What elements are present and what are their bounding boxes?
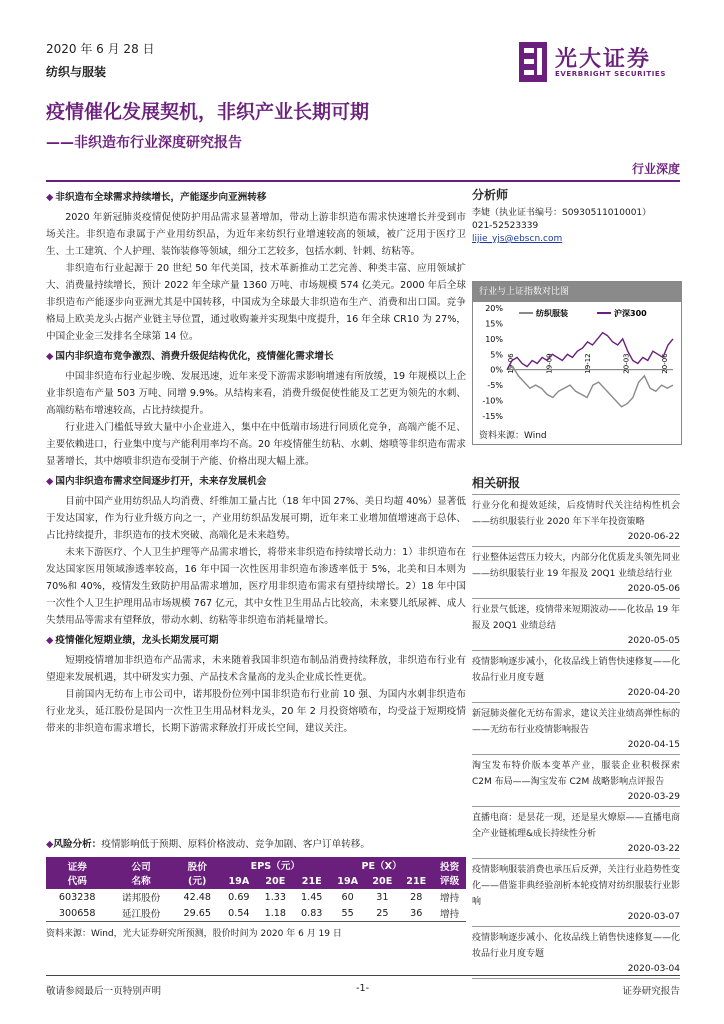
related-report-title: 行业分化和提效延续，后疫情时代关注结构性机会——纺织服装行业 2020 年下半年投资策略 bbox=[472, 501, 680, 527]
risk-analysis: ◆风险分析：疫情影响低于预期、原料价格波动、竞争加剧、客户订单转移。 bbox=[46, 839, 370, 850]
table-cell: 31 bbox=[376, 891, 389, 903]
diamond-bullet-icon: ◆ bbox=[46, 476, 54, 487]
main-content bbox=[46, 186, 466, 737]
table-cell: 0.83 bbox=[294, 905, 330, 922]
analyst-heading: 分析师 bbox=[472, 188, 509, 202]
y-tick-label: 15% bbox=[485, 319, 503, 329]
x-tick-label: 20-03 bbox=[622, 353, 631, 374]
x-tick-label: 19-12 bbox=[584, 353, 592, 374]
table-header-row bbox=[46, 857, 466, 873]
section-heading: ◆ 国内非织造布需求空间逐步打开，未来存发展机会 bbox=[46, 476, 267, 487]
analyst-info bbox=[472, 207, 680, 246]
table-header-cell: 公司 名称 bbox=[131, 862, 151, 887]
report-title: 疫情催化发展契机，非织产业长期可期 bbox=[46, 101, 370, 123]
analyst-phone: 021-52523339 bbox=[472, 221, 539, 231]
paragraph: 未来下游医疗、个人卫生护理等产品需求增长，将带来非织造布持续增长动力：1）非织造布在发达国家医用领域渗透率较高，16 年中国一次性医用非织造布渗透率低于 5%，北美和日本则为 70%和 40%，疫情发生致防护用品需求增加，医疗用非织造布需求有望持续增长。2）18 年中国一次性个人卫生护理用品市场规模 767 亿元，其中女性卫生用品占比较高，未来婴儿纸尿裤、成人失禁用品等需求有望释放，带动水刺、纺粘等非织造布消耗量增长。 bbox=[46, 547, 466, 626]
paragraph: 短期疫情增加非织造布产品需求，未来随着我国非织造布制品消费持续释放，非织造布行业有望迎来发展机遇，其中研发实力强、产品技术含量高的龙头企业成长性更优。 bbox=[46, 655, 466, 683]
table-header-cell: 投资 评级 bbox=[440, 862, 460, 887]
x-tick-label: 19-06 bbox=[507, 353, 515, 374]
table-cell: 42.48 bbox=[183, 891, 211, 903]
related-list bbox=[472, 494, 680, 979]
header-divider bbox=[46, 180, 680, 182]
related-report-date: 2020-06-22 bbox=[627, 532, 680, 542]
analyst-email-link[interactable]: lijie_yjs@ebscn.com bbox=[472, 234, 563, 244]
table-source-note: 资料来源：Wind，光大证券研究所预测，股价时间为 2020 年 6 月 19 日 bbox=[46, 929, 342, 939]
table-header-cell: 19A bbox=[228, 875, 250, 887]
table-header-cell: EPS（元） bbox=[250, 861, 300, 872]
chart-title: 行业与上证指数对比图 bbox=[473, 282, 681, 302]
table-header-cell: 20E bbox=[265, 875, 286, 887]
table-cell: 25 bbox=[365, 905, 399, 922]
logo-text-en: EVERBRIGHT SECURITIES bbox=[555, 70, 666, 78]
table-cell: 55 bbox=[330, 905, 365, 922]
diamond-bullet-icon: ◆ bbox=[46, 839, 54, 850]
related-report-title: 疫情影响逐步减小，化妆品线上销售快速修复——化妆品行业月度专题 bbox=[472, 657, 680, 683]
related-report-title: 新冠肺炎催化无纺布需求，建议关注业绩高弹性标的——无纺布行业疫情影响报告 bbox=[472, 709, 680, 735]
x-tick-label: 20-06 bbox=[661, 353, 669, 374]
paragraph: 非织造布行业起源于 20 世纪 50 年代美国，技术革新推动工艺完善、种类丰富、应用领域扩大、消费量持续增长，预计 2022 年全球产量 1360 万吨、市场规模 574 亿美元。2000 年后全球非织造布产能逐步向亚洲尤其是中国转移，中国成为全球最大非织造布生产、消费和出口国。竞争格局上欧美龙头占据产业链主导位置，通过收购兼并实现集中度提升，16 年全球 CR10 为 27%，中国企业金三发排名全球第 14 位。 bbox=[46, 263, 466, 342]
y-tick-label: 0% bbox=[490, 365, 503, 375]
related-report-date: 2020-05-05 bbox=[627, 636, 680, 646]
analyst-name: 李婕（执业证书编号：S0930511010001） bbox=[472, 208, 652, 218]
related-report-item[interactable] bbox=[472, 547, 680, 599]
table-cell: 延江股份 bbox=[108, 905, 173, 922]
related-report-date: 2020-05-06 bbox=[627, 584, 680, 594]
y-tick-label: -5% bbox=[487, 381, 503, 391]
related-report-item[interactable] bbox=[472, 755, 680, 807]
chart-plot bbox=[473, 302, 679, 424]
table-header-cell: 21E bbox=[406, 875, 427, 887]
legend-label: 纺织服装 bbox=[536, 309, 568, 318]
section-heading: ◆ 国内非织造布竞争激烈、消费升级促结构优化，疫情催化需求增长 bbox=[46, 351, 334, 362]
related-report-date: 2020-03-04 bbox=[627, 964, 680, 974]
related-report-item[interactable] bbox=[472, 927, 680, 979]
table-cell: 60 bbox=[341, 891, 354, 903]
analyst-block bbox=[472, 186, 680, 246]
related-report-date: 2020-04-20 bbox=[627, 688, 680, 698]
table-row bbox=[46, 905, 466, 922]
sector-name: 纺织与服装 bbox=[46, 65, 107, 79]
paragraph: 行业进入门槛低导致大量中小企业进入，集中在中低端市场进行同质化竞争，高端产能不足、主要依赖进口，行业集中度与产能利用率均不高。20 年疫情催生纺粘、水刺、熔喷等非织造布需求显著增长，其中熔喷非织造布受制于产能、价格出现大幅上涨。 bbox=[46, 422, 466, 467]
table-cell: 1.33 bbox=[264, 891, 286, 903]
index-comparison-chart bbox=[472, 281, 682, 445]
footer-disclaimer: 敬请参阅最后一页特别声明 bbox=[46, 986, 162, 997]
related-report-title: 疫情影响逐步减小、化妆品线上销售快速修复——化妆品行业月度专题 bbox=[472, 933, 680, 959]
table-cell: 1.18 bbox=[257, 905, 293, 922]
y-tick-label: 5% bbox=[490, 350, 503, 360]
forecast-table bbox=[46, 857, 466, 922]
footer-label: 证券研究报告 bbox=[622, 986, 680, 997]
y-tick-label: -15% bbox=[482, 412, 503, 421]
related-report-date: 2020-03-22 bbox=[627, 844, 680, 854]
table-cell: 增持 bbox=[440, 893, 460, 904]
table-cell: 36 bbox=[399, 905, 433, 922]
report-type-tag: 行业深度 bbox=[631, 162, 680, 176]
report-date: 2020 年 6 月 28 日 bbox=[46, 42, 155, 56]
related-report-item[interactable] bbox=[472, 651, 680, 703]
y-tick-label: 10% bbox=[485, 334, 503, 344]
diamond-bullet-icon: ◆ bbox=[46, 192, 54, 203]
table-header-cell: 股价 (元) bbox=[187, 862, 207, 887]
y-tick-label: 20% bbox=[485, 304, 503, 313]
legend-label: 沪深300 bbox=[614, 309, 647, 318]
related-heading: 相关研报 bbox=[472, 476, 521, 490]
related-report-title: 直播电商：是昙花一现，还是星火燎原——直播电商全产业链梳理&成长持续性分析 bbox=[472, 813, 680, 839]
table-header-cell: 证券 代码 bbox=[67, 862, 87, 887]
related-report-date: 2020-03-07 bbox=[627, 912, 680, 922]
table-header-cell: PE（X） bbox=[361, 861, 402, 872]
table-row bbox=[46, 889, 466, 905]
related-report-title: 疫情影响服装消费也承压后反弹，关注行业趋势性变化——借鉴非典经验剖析本轮疫情对纺织服装行业影响 bbox=[472, 865, 680, 907]
company-logo bbox=[519, 40, 679, 88]
related-report-date: 2020-03-29 bbox=[627, 792, 680, 802]
table-cell: 0.54 bbox=[221, 905, 257, 922]
table-header-cell: 19A bbox=[337, 875, 359, 887]
related-report-title: 淘宝发布特价版本变革产业，服装企业积极探索 C2M 布局——淘宝发布 C2M 战略影响点评报告 bbox=[472, 761, 680, 787]
table-header-cell: 21E bbox=[301, 875, 322, 887]
footer-divider bbox=[46, 975, 680, 976]
section-heading: ◆ 非织造布全球需求持续增长，产能逐步向亚洲转移 bbox=[46, 192, 267, 203]
related-report-item[interactable] bbox=[472, 703, 680, 755]
y-tick-label: -10% bbox=[482, 396, 503, 406]
table-cell: 0.69 bbox=[228, 891, 250, 903]
table-cell: 诺邦股份 bbox=[121, 893, 161, 904]
diamond-bullet-icon: ◆ bbox=[46, 351, 54, 362]
related-research bbox=[472, 474, 680, 979]
table-header-cell: 20E bbox=[372, 875, 393, 887]
related-report-item[interactable] bbox=[472, 859, 680, 927]
paragraph: 2020 年新冠肺炎疫情促使防护用品需求显著增加，带动上游非织造布需求快速增长并受到市场关注。非织造布隶属于产业用纺织品，为近年来纺织行业增速较高的领域，被广泛用于医疗卫生、土工建筑、个人护理、装饰装修等领域，细分工艺较多，包括水刺、针刺、纺粘等。 bbox=[46, 212, 466, 257]
related-report-title: 行业景气低迷，疫情带来短期波动——化妆品 19 年报及 20Q1 业绩总结 bbox=[472, 605, 680, 631]
related-report-title: 行业整体运营压力较大，内部分化优质龙头领先同业——纺织服装行业 19 年报及 20Q1 业绩总结行业 bbox=[472, 553, 680, 579]
report-subtitle: ——非织造布行业深度研究报告 bbox=[46, 135, 242, 151]
table-cell: 603238 bbox=[58, 891, 96, 903]
table-cell: 300658 bbox=[46, 905, 108, 922]
table-cell: 28 bbox=[410, 891, 423, 903]
page-number: -1- bbox=[356, 983, 370, 994]
related-report-item[interactable] bbox=[472, 599, 680, 651]
related-report-item[interactable] bbox=[472, 807, 680, 859]
table-cell: 增持 bbox=[433, 905, 466, 922]
logo-mark-icon bbox=[519, 42, 547, 82]
paragraph: 中国非织造布行业起步晚、发展迅速，近年来受下游需求影响增速有所放缓，19 年规模以上企业非织造布产量 503 万吨、同增 9.9%。从结构来看，消费升级促使性能及工艺更为领先的水刺、高端纺粘布增速较高，占比持续提升。 bbox=[46, 371, 466, 416]
diamond-bullet-icon: ◆ bbox=[46, 635, 54, 646]
chart-source: 资料来源：Wind bbox=[479, 431, 547, 441]
paragraph: 目前国内无纺布上市公司中，诺邦股份位列中国非织造布行业前 10 强、为国内水刺非织造布行业龙头，延江股份是国内一次性卫生用品材料龙头，20 年 2 月投资熔喷布，均受益于短期疫情带来的非织造布需求增长，长期下游需求释放打开成长空间，建议关注。 bbox=[46, 689, 466, 734]
related-report-date: 2020-04-15 bbox=[627, 740, 680, 750]
section-heading: ◆ 疫情催化短期业绩，龙头长期发展可期 bbox=[46, 635, 219, 646]
paragraph: 目前中国产业用纺织品人均消费、纤维加工量占比（18 年中国 27%、美日均超 40%）显著低于发达国家，作为行业升级方向之一，产业用纺织品发展可期，近年来工业增加值增速高于总体、占比持续提升，非织造布的技术突破、高端化是未来趋势。 bbox=[46, 496, 466, 541]
x-tick-label: 19-09 bbox=[545, 353, 554, 374]
table-cell: 1.45 bbox=[301, 891, 323, 903]
related-report-item[interactable] bbox=[472, 495, 680, 547]
logo-text-cn: 光大证券 bbox=[555, 47, 652, 72]
table-cell: 29.65 bbox=[174, 905, 221, 922]
